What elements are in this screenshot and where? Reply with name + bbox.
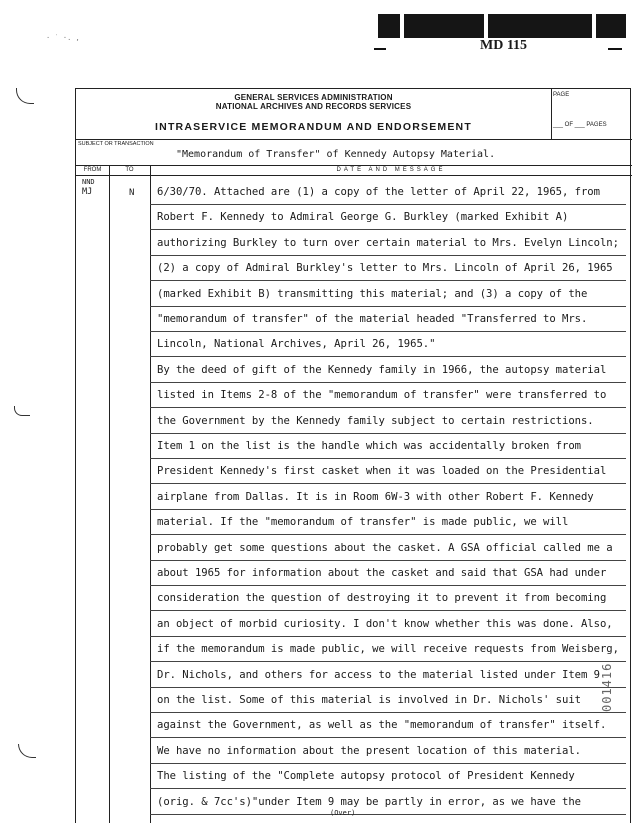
subject-value: "Memorandum of Transfer" of Kennedy Autopsy Material.: [176, 149, 496, 160]
message-line: listed in Items 2-8 of the "memorandum of transfer" were transferred to: [157, 389, 607, 402]
date-message-column-label: DATE AND MESSAGE: [336, 167, 446, 173]
message-line: (orig. & 7cc's)"under Item 9 may be partly in error, as we have the: [157, 795, 581, 808]
message-line: 6/30/70. Attached are (1) a copy of the letter of April 22, 1965, from: [157, 186, 600, 198]
message-line: authorizing Burkley to turn over certain material to Mrs. Evelyn Lincoln;: [157, 236, 619, 249]
ruled-line: [150, 458, 626, 459]
ruled-line: [150, 229, 626, 230]
message-line: airplane from Dallas. It is in Room 6W-3 with other Robert F. Kennedy: [157, 490, 594, 503]
ruled-line: [150, 814, 626, 815]
ruled-line: [150, 407, 626, 408]
ruled-line: [150, 560, 626, 561]
redaction-bar: [378, 14, 400, 38]
message-line: the Government by the Kennedy family subject to certain restrictions.: [157, 414, 594, 427]
from-column-label: FROM: [83, 167, 102, 173]
message-line: (marked Exhibit B) transmitting this material; and (3) a copy of the: [157, 287, 588, 300]
over-label: (Over): [330, 809, 356, 817]
ruled-line: [150, 737, 626, 738]
form-title: INTRASERVICE MEMORANDUM AND ENDORSEMENT: [155, 121, 472, 133]
message-line: "memorandum of transfer" of the material headed "Transferred to Mrs.: [157, 313, 588, 325]
message-line: probably get some questions about the casket. A GSA official called me a: [157, 541, 613, 554]
binder-hole-mark: [18, 744, 36, 758]
message-line: material. If the "memorandum of transfer" is made public, we will: [157, 516, 569, 529]
ruled-line: [150, 280, 626, 281]
form-code: MD 115: [480, 38, 528, 53]
page-box-divider: [551, 89, 552, 139]
ruled-line: [150, 534, 626, 535]
from-value-initials: MJ: [82, 187, 93, 197]
ruled-line: [150, 204, 626, 205]
ruled-line: [150, 356, 626, 357]
message-line: if the memorandum is made public, we will receive requests from Weisberg,: [157, 643, 619, 656]
message-line: consideration the question of destroying it to prevent it from becoming: [157, 592, 607, 605]
column-header-top: [76, 165, 632, 166]
header-divider: [76, 139, 632, 140]
message-line: We have no information about the present location of this material.: [157, 744, 581, 757]
ruled-line: [150, 509, 626, 510]
redaction-bar: [404, 14, 484, 38]
ruled-line: [150, 255, 626, 256]
message-line: an object of morbid curiosity. I don't know whether this was done. Also,: [157, 617, 613, 630]
message-line: against the Government, as well as the "memorandum of transfer" itself.: [157, 719, 607, 732]
message-line: Dr. Nichols, and others for access to the material listed under Item 9: [157, 668, 600, 681]
agency-line-2: NATIONAL ARCHIVES AND RECORDS SERVICES: [215, 102, 412, 111]
message-line: President Kennedy's first casket when it was loaded on the Presidential: [157, 465, 607, 478]
message-line: on the list. Some of this material is involved in Dr. Nichols' suit: [157, 694, 581, 706]
to-column-label: TO: [125, 167, 134, 173]
to-value: N: [129, 188, 135, 198]
ruled-line: [150, 687, 626, 688]
binder-hole-mark: [16, 88, 34, 104]
from-value: [82, 177, 95, 197]
scan-marks: · ˙ ·. ,: [46, 34, 80, 42]
page-of-label: ___ OF ___ PAGES: [553, 122, 607, 128]
header-dash: [608, 48, 622, 50]
ruled-line: [150, 382, 626, 383]
message-line: Item 1 on the list is the handle which was accidentally broken from: [157, 440, 581, 452]
ruled-line: [150, 636, 626, 637]
message-line: By the deed of gift of the Kennedy family in 1966, the autopsy material: [157, 363, 607, 376]
ruled-line: [150, 433, 626, 434]
ruled-line: [150, 483, 626, 484]
message-line: Lincoln, National Archives, April 26, 1965.": [157, 338, 436, 351]
from-column-divider: [109, 165, 110, 823]
ruled-line: [150, 585, 626, 586]
message-line: (2) a copy of Admiral Burkley's letter to Mrs. Lincoln of April 26, 1965: [157, 262, 613, 275]
ruled-line: [150, 306, 626, 307]
to-column-divider: [150, 165, 151, 823]
message-line: The listing of the "Complete autopsy protocol of President Kennedy: [157, 770, 575, 783]
redaction-bar: [488, 14, 592, 38]
redaction-bar: [596, 14, 626, 38]
header-dash: [374, 48, 386, 50]
subject-label: SUBJECT OR TRANSACTION: [78, 141, 154, 147]
page-label: PAGE: [553, 92, 570, 98]
column-header-bottom: [76, 175, 632, 176]
ruled-line: [150, 610, 626, 611]
ruled-line: [150, 712, 626, 713]
ruled-line: [150, 763, 626, 764]
message-line: about 1965 for information about the casket and said that GSA had under: [157, 567, 607, 579]
message-line: Robert F. Kennedy to Admiral George G. Burkley (marked Exhibit A): [157, 211, 569, 224]
ruled-line: [150, 331, 626, 332]
from-value-office: NND: [82, 178, 95, 186]
binder-hole-mark: [14, 406, 30, 416]
ruled-line: [150, 788, 626, 789]
agency-line-1: GENERAL SERVICES ADMINISTRATION: [234, 93, 393, 102]
ruled-line: [150, 661, 626, 662]
side-stamp: 001416: [600, 662, 614, 712]
